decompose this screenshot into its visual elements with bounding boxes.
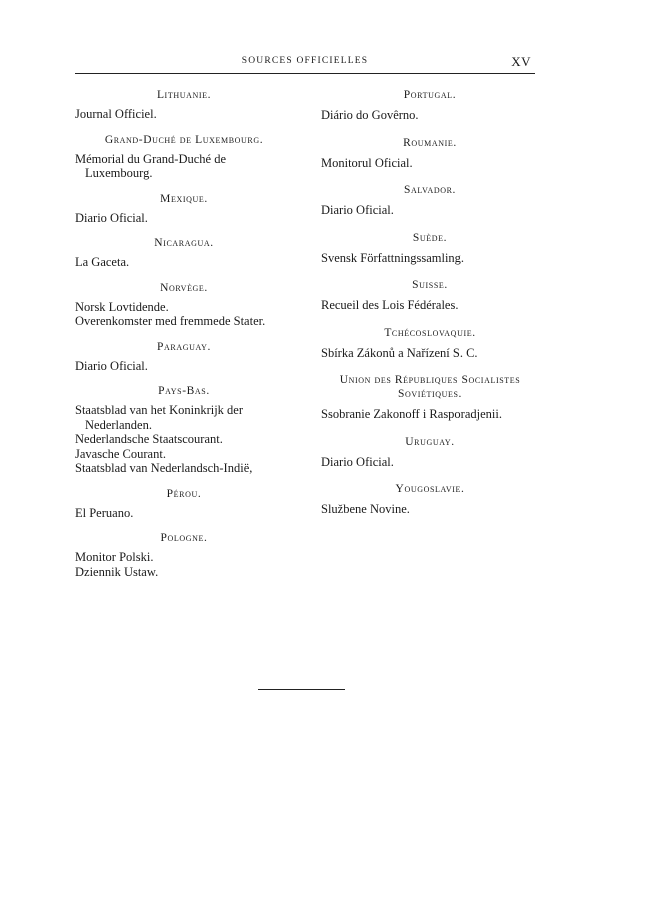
source-title: Diário do Govêrno. (321, 108, 419, 122)
country-heading: Nicaragua. (154, 237, 214, 249)
source-title: Mémorial du Grand-Duché de Luxembourg. (75, 151, 226, 180)
country-entry (321, 482, 539, 517)
source-title: Staatsblad van het Koninkrijk der Nederlanden. (75, 403, 244, 432)
country-heading: Union des Républiques Socialistes Soviétiques. (339, 374, 521, 400)
source-title: Službene Novine. (321, 502, 410, 516)
country-entry (321, 326, 539, 361)
source-title: La Gaceta. (75, 255, 130, 269)
country-entry (321, 183, 539, 218)
source-title: Monitorul Oficial. (321, 155, 413, 170)
right-column (321, 88, 539, 530)
country-entry (75, 88, 293, 122)
country-heading: Uruguay. (405, 435, 455, 448)
country-entry (321, 136, 539, 171)
country-heading: Yougoslavie. (395, 483, 465, 495)
source-title: Staatsblad van Nederlandsch-Indië, (75, 461, 253, 475)
source-title: Dziennik Ustaw. (75, 564, 159, 579)
header-rule (75, 73, 535, 74)
country-heading: Tchécoslovaquie. (384, 326, 476, 339)
source-title: Monitor Polski. (75, 550, 154, 564)
country-heading: Grand-Duché de Luxembourg. (104, 133, 264, 146)
country-entry (75, 192, 293, 226)
source-title: Diario Oficial. (321, 454, 394, 469)
country-heading: Pérou. (166, 487, 202, 500)
source-title: Svensk Författningssamling. (321, 250, 465, 265)
source-title: Journal Officiel. (75, 107, 157, 121)
country-heading: Mexique. (160, 192, 208, 205)
country-heading: Pologne. (160, 532, 208, 544)
country-entry (75, 281, 293, 329)
source-title: Diario Oficial. (75, 210, 148, 225)
country-entry (75, 340, 293, 374)
country-entry (75, 531, 293, 579)
page-header (75, 52, 535, 74)
country-heading: Portugal. (403, 89, 457, 101)
end-rule (258, 689, 345, 690)
source-title: Diario Oficial. (75, 358, 148, 373)
source-title: Norsk Lovtidende. (75, 299, 169, 314)
country-heading: Roumanie. (403, 136, 457, 149)
source-title: Sbírka Zákonů a Nařízení S. C. (321, 345, 478, 360)
page-number: XV (511, 54, 531, 69)
source-title: Nederlandsche Staatscourant. (75, 432, 223, 446)
country-entry (321, 278, 539, 313)
country-heading: Suisse. (412, 279, 448, 291)
country-heading: Paraguay. (157, 340, 211, 353)
country-entry (75, 236, 293, 270)
source-title: El Peruano. (75, 505, 134, 520)
source-title: Diario Oficial. (321, 203, 394, 217)
source-title: Recueil des Lois Fédérales. (321, 298, 459, 312)
running-title: SOURCES OFFICIELLES (241, 56, 369, 66)
country-heading: Norvège. (160, 281, 208, 294)
country-entry (321, 435, 539, 470)
country-entry (75, 487, 293, 521)
country-entry (321, 88, 539, 123)
country-entry (75, 133, 293, 181)
country-entry (75, 384, 293, 476)
country-heading: Lithuanie. (156, 89, 212, 101)
country-heading: Suède. (412, 231, 448, 244)
country-entry (321, 231, 539, 266)
source-title: Ssobranie Zakonoff i Rasporadjenii. (321, 407, 502, 421)
country-heading: Pays-Bas. (158, 385, 210, 397)
left-column (75, 88, 293, 590)
country-entry (321, 373, 539, 422)
source-title: Overenkomster med fremmede Stater. (75, 314, 266, 328)
country-heading: Salvador. (403, 184, 456, 196)
source-title: Javasche Courant. (75, 446, 166, 461)
